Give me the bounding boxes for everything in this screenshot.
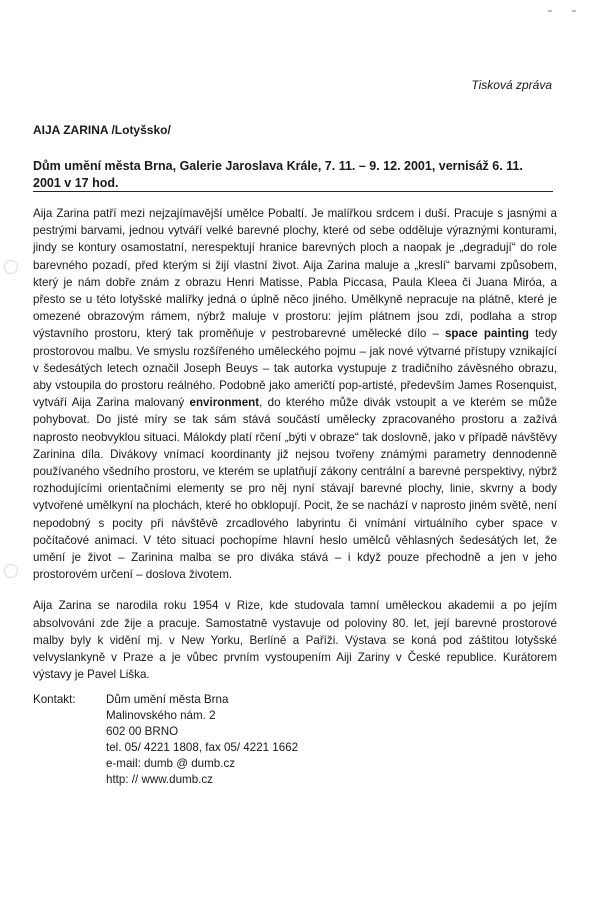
contact-city: 602 00 BRNO (106, 725, 179, 738)
event-details: Dům umění města Brna, Galerie Jaroslava Krále, 7. 11. – 9. 12. 2001, vernisáž 6. 11. 2001 v 17 hod. (33, 159, 523, 190)
term-space-painting: space painting (444, 327, 529, 341)
body-text (33, 205, 557, 697)
scan-speck (572, 10, 576, 12)
paragraph-biography: Aija Zarina se narodila roku 1954 v Rize, kde studovala tamní uměleckou akademii a po jejím absolvování zde žije a pracuje. Samostatně vystavuje od poloviny 80. let, její barevné prostorové malby byly k vidění mj. v New Yorku, Berlíně a Paříži. Výstava se koná pod záštitou lotyšské velvyslankyně v Praze a je vůbec prvním vystoupením Aiji Zariny v České republice. Kurátorem výstavy je Pavel Liška. (33, 599, 557, 682)
contact-organization: Dům umění města Brna (106, 693, 229, 706)
scan-speck (548, 10, 552, 12)
contact-email: e-mail: dumb @ dumb.cz (106, 757, 236, 770)
heading-divider (33, 191, 553, 192)
punch-hole (4, 260, 18, 274)
contact-label: Kontakt: (33, 693, 76, 706)
contact-phone-fax: tel. 05/ 4221 1808, fax 05/ 4221 1662 (106, 741, 299, 754)
contact-website: http: // www.dumb.cz (106, 773, 213, 786)
term-environment: environment (189, 396, 260, 410)
paragraph-about-work: Aija Zarina patří mezi nejzajímavější umělce Pobaltí. Je malířkou srdcem i duší. Pracuje s jasnými a pestrými barvami, jednou vytváří velké barevné plochy, které od sebe odděluje výraznými konturami, jindy se kontury osamostatní, nerespektují hranice barevných ploch a naopak je „degradují“ do role barevného pozadí, před kterým si žijí vlastní život. Aija Zarina maluje a „kreslí“ barvami způsobem, který je nám dobře znám z obrazu Henri Matisse, Pabla Piccasa, Paula Kleea či Juana Miróa, a přesto se u této lotyšské malířky jedná o úplně něco jiného. Umělkyně nepracuje na plátně, které je omezené obrazovým rámem, nýbrž maluje v prostoru: jejím plátnem jsou zdi, podlaha a strop výstavního prostoru, který tak proměňuje v pestrobarevné umělecké dílo – space painting tedy prostorovou malbu. Ve smyslu rozšířeného uměleckého pojmu – jak nové výtvarné přístupy vznikající v šedesátých letech označil Joseph Beuys – tak autorka vystupuje z tradičního závěsného obrazu, aby vstoupila do prostoru reálného. Podobně jako američtí pop-artisté, především James Rosenquist, vytváří Aija Zarina malovaný environment, do kterého může divák vstoupit a ve kterém se může pohybovat. Do jisté míry se tak sám stává součástí umělecky zpracovaného prostoru a zažívá naprosto neobvyklou situaci. Málokdy platí rčení „býti v obraze“ tak doslovně, jako v případě návštěvy Zarinina díla. Divákovy vnímací koordinanty již nejsou tvořeny známými parametry dennodenně používaného všedního prostoru, ve kterém se uplatňují zákony centrální a barevné perspektivy, nýbrž rozhodujícími orientačními elementy se pro něj nyní stávají barevné plochy, linie, skvrny a body vytvořené umělkyní na plochách, které ho obklopují. Pocit, že se nachází v naprosto jiném světě, není nepodobný s pocity při návštěvě zrcadlového labyrintu či vnímání virtuálního cyber space v počítačové animaci. V této situaci pochopíme hlavní heslo umělců věhlasných šedesátých let, že umění je život – Zarinina malba se pro diváka stává – i když pouze přechodně a jen v jeho prostorovém určení – doslova životem. (33, 207, 558, 582)
contact-details (106, 692, 406, 788)
contact-street: Malinovského nám. 2 (106, 709, 216, 722)
punch-hole (4, 564, 18, 578)
artist-heading: AIJA ZARINA /Lotyšsko/ (33, 123, 171, 137)
document-type-label: Tisková zpráva (471, 78, 552, 92)
